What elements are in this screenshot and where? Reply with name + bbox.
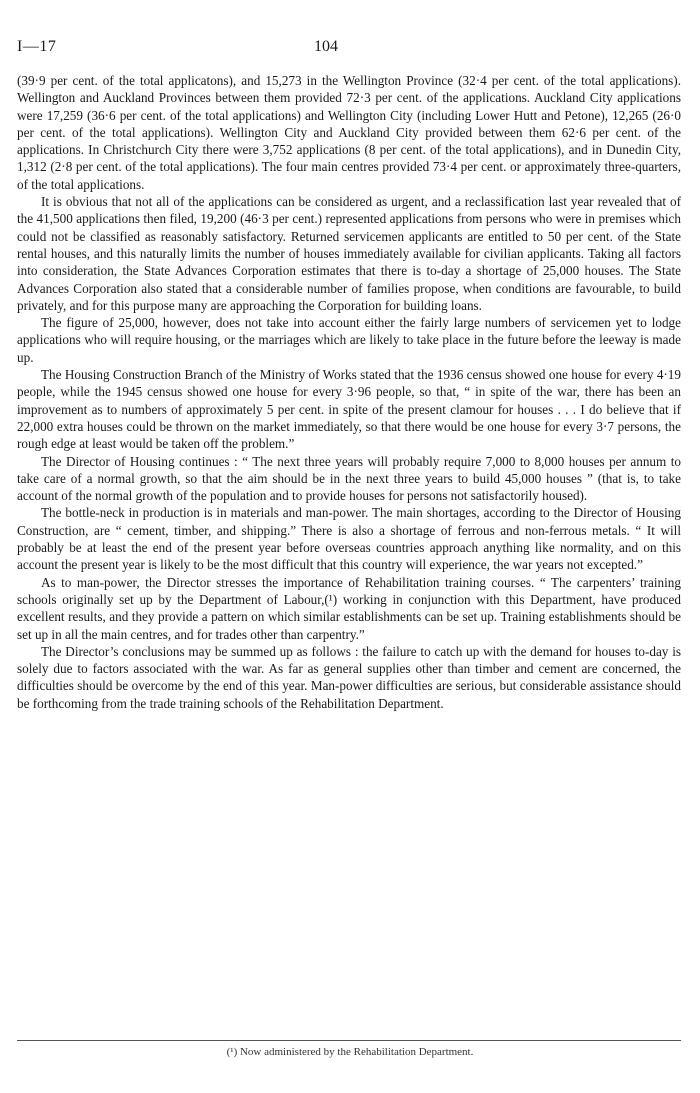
paragraph: The Director of Housing continues : “ The next three years will probably require 7,000 to 8,000 houses per annum to take care of a normal growth, so that the aim should be in the next three years to build 45,000 houses ” (that is, to take account of the normal growth of the population and to provide houses for persons not satisfactorily housed).	[17, 453, 681, 504]
page-number: 104	[314, 38, 338, 55]
paragraph: As to man-power, the Director stresses the importance of Rehabilitation training courses. “ The carpenters’ training schools originally set up by the Department of Labour,(¹) working in conjunction with this Department, have produced excellent results, and they provide a pattern on which similar establishments can be set up. Training establishments should be set up in all the main centres, and for trades other than carpentry.”	[17, 574, 681, 642]
body-text	[17, 72, 681, 712]
paragraph: (39·9 per cent. of the total applicatons), and 15,273 in the Wellington Province (32·4 per cent. of the total applications). Wellington and Auckland Provinces between them provided 72·3 per cent. of the applications. Auckland City applications were 17,259 (36·6 per cent. of the total applications) and Wellington City (including Lower Hutt and Petone), 12,265 (26·0 per cent. of the total applications). Wellington City and Auckland City provided between them 62·6 per cent. of the applications. In Christchurch City there were 3,752 applications (8 per cent. of the total applications), and in Dunedin City, 1,312 (2·8 per cent. of the total applications). The four main centres provided 73·4 per cent. or approximately three-quarters, of the total applications.	[17, 73, 681, 192]
paragraph: The figure of 25,000, however, does not take into account either the fairly large numbers of servicemen yet to lodge applications who will require housing, or the marriages which are likely to take place in the future before the leeway is made up.	[17, 315, 681, 365]
paragraph: The bottle-neck in production is in materials and man-power. The main shortages, according to the Director of Housing Construction, are “ cement, timber, and shipping.” There is also a shortage of ferrous and non-ferrous metals. “ It will probably be at least the end of the present year before overseas countries approach anything like normality, and on this account the present year is likely to be the most difficult that this country will experience, the war years not excepted.”	[17, 505, 681, 573]
paragraph: The Housing Construction Branch of the Ministry of Works stated that the 1936 census showed one house for every 4·19 people, while the 1945 census showed one house for every 3·96 people, so that, “ in spite of the war, there has been an improvement as to numbers of approximately 5 per cent. in spite of the present clamour for houses . . . I do believe that if 22,000 extra houses could be thrown on the market immediately, so that there would be one house for every 3·7 persons, the rough edge at least would be taken off the problem.”	[17, 367, 681, 452]
document-reference: I—17	[17, 38, 57, 55]
footnote: (¹) Now administered by the Rehabilitation Department.	[226, 1046, 474, 1058]
paragraph: It is obvious that not all of the applications can be considered as urgent, and a reclassification last year revealed that of the 41,500 applications then filed, 19,200 (46·3 per cent.) represented applications from persons who were in premises which could not be classified as reasonably satisfactory. Returned servicemen applicants are entitled to 50 per cent. of the State rental houses, and this naturally limits the number of houses immediately available for civilian applicants. Taking all factors into consideration, the State Advances Corporation estimates that there is to-day a shortage of 25,000 houses. The State Advances Corporation also stated that a considerable number of families propose, when conditions are favourable, to build privately, and for this purpose many are approaching the Corporation for building loans.	[17, 194, 681, 313]
paragraph: The Director’s conclusions may be summed up as follows : the failure to catch up with the demand for houses to-day is solely due to factors associated with the war. As far as general supplies other than timber and cement are concerned, the difficulties should be overcome by the end of this year. Man-power difficulties are serious, but considerable assistance should be forthcoming from the trade training schools of the Rehabilitation Department.	[17, 643, 681, 711]
footnote-divider	[17, 1040, 681, 1041]
page-header	[17, 38, 683, 62]
